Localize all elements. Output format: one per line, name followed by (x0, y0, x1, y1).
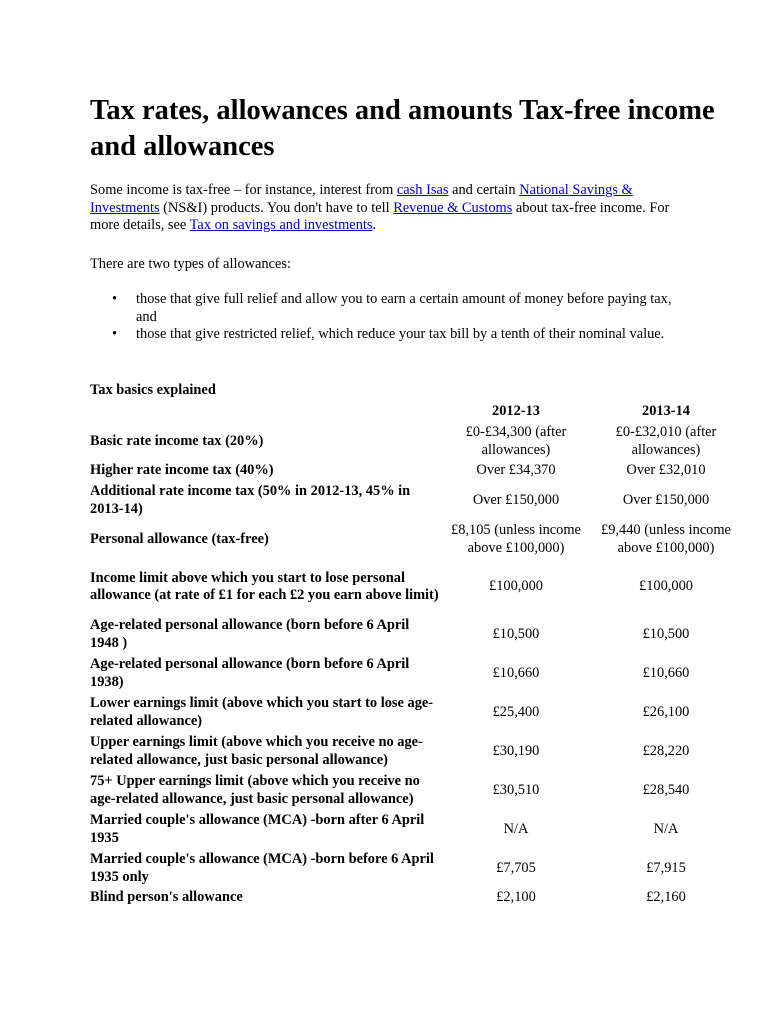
bullet-icon: • (112, 326, 118, 342)
value-2013-14: £26,100 (642, 703, 690, 720)
value-2013-14: £10,500 (642, 625, 690, 642)
intro-text-4: about tax-free income. For more details, see (90, 199, 670, 233)
revenue-customs-link[interactable]: Revenue & Customs (393, 199, 513, 216)
section-heading: Tax basics explained (90, 382, 216, 398)
header-2012-13: 2012-13 (492, 403, 540, 420)
header-label-col (90, 403, 440, 421)
value-2013-14: Over £32,010 (626, 462, 706, 479)
value-2013-14: £10,660 (642, 664, 690, 681)
value-2013-14: N/A (653, 820, 679, 837)
list-item-text: those that give full relief and allow you to earn a certain amount of money before paying tax, and (136, 291, 672, 325)
table-row (90, 616, 740, 653)
bullet-icon: • (112, 291, 118, 307)
tax-savings-link[interactable]: Tax on savings and investments (189, 217, 373, 233)
value-2012-13: £30,510 (492, 781, 540, 798)
value-2013-14: Over £150,000 (622, 491, 710, 508)
value-2012-13: £25,400 (492, 703, 540, 720)
intro-text-5: . (372, 217, 377, 233)
list-item-text: those that give restricted relief, which reduce your tax bill by a tenth of their nominal value. (136, 326, 665, 342)
table-row (90, 694, 740, 731)
table-row (90, 423, 740, 460)
intro-paragraph (90, 182, 690, 235)
value-2013-14: £100,000 (639, 578, 693, 595)
row-label: Married couple's allowance (MCA) -born before 6 April 1935 only (90, 851, 434, 885)
value-2012-13: £2,100 (496, 889, 536, 906)
list-item (90, 326, 690, 344)
row-label: Married couple's allowance (MCA) -born after 6 April 1935 (90, 812, 425, 846)
header-2013-14: 2013-14 (642, 403, 690, 420)
table-row (90, 560, 740, 614)
value-2013-14: £7,915 (646, 859, 686, 876)
row-label: Higher rate income tax (40%) (90, 462, 274, 479)
value-2012-13: Over £34,370 (476, 462, 556, 479)
value-2013-14: £28,220 (642, 742, 690, 759)
row-label: 75+ Upper earnings limit (above which you receive no age-related allowance, just basic personal allowance) (90, 773, 420, 807)
row-label: Blind person's allowance (90, 889, 243, 906)
row-label: Personal allowance (tax-free) (90, 530, 269, 547)
page-title: Tax rates, allowances and amounts Tax-free income and allowances (90, 95, 715, 162)
allowance-types-list (90, 291, 690, 344)
table-row (90, 889, 740, 907)
value-2013-14: £2,160 (646, 889, 686, 906)
table-row (90, 733, 740, 770)
value-2012-13: Over £150,000 (472, 491, 560, 508)
value-2013-14: £0-£32,010 (after allowances) (615, 424, 717, 458)
table-header-row (90, 403, 740, 421)
value-2012-13: £100,000 (489, 578, 543, 595)
row-label: Upper earnings limit (above which you receive no age-related allowance, just basic personal allowance) (90, 734, 423, 768)
table-row (90, 462, 740, 480)
value-2013-14: £28,540 (642, 781, 690, 798)
table-row (90, 482, 740, 519)
table-row (90, 772, 740, 809)
row-label: Income limit above which you start to lose personal allowance (at rate of £1 for each £2 you earn above limit) (90, 569, 439, 603)
value-2012-13: £7,705 (496, 859, 536, 876)
table-row (90, 811, 740, 848)
intro-text-1: Some income is tax-free – for instance, interest from (90, 182, 397, 198)
nsi-link[interactable]: National Savings & Investments (90, 182, 633, 216)
table-row (90, 655, 740, 692)
intro-text-2: and certain (448, 182, 520, 198)
table-row (90, 521, 740, 558)
value-2012-13: £10,660 (492, 664, 540, 681)
value-2012-13: £10,500 (492, 625, 540, 642)
row-label: Age-related personal allowance (born before 6 April 1948 ) (90, 617, 410, 651)
value-2012-13: N/A (503, 820, 529, 837)
value-2012-13: £30,190 (492, 742, 540, 759)
allowance-types-intro: There are two types of allowances: (90, 256, 291, 272)
cash-isas-link[interactable]: cash Isas (396, 182, 449, 198)
row-label: Additional rate income tax (50% in 2012-13, 45% in 2013-14) (90, 483, 411, 517)
list-item (90, 291, 690, 326)
row-label: Age-related personal allowance (born before 6 April 1938) (90, 656, 410, 690)
table-row (90, 850, 740, 887)
value-2012-13: £8,105 (unless income above £100,000) (451, 522, 581, 556)
value-2012-13: £0-£34,300 (after allowances) (465, 424, 567, 458)
tax-table (88, 401, 742, 909)
row-label: Basic rate income tax (20%) (90, 432, 264, 449)
value-2013-14: £9,440 (unless income above £100,000) (601, 522, 731, 556)
row-label: Lower earnings limit (above which you start to lose age-related allowance) (90, 695, 434, 729)
intro-text-3: (NS&I) products. You don't have to tell (159, 199, 394, 216)
